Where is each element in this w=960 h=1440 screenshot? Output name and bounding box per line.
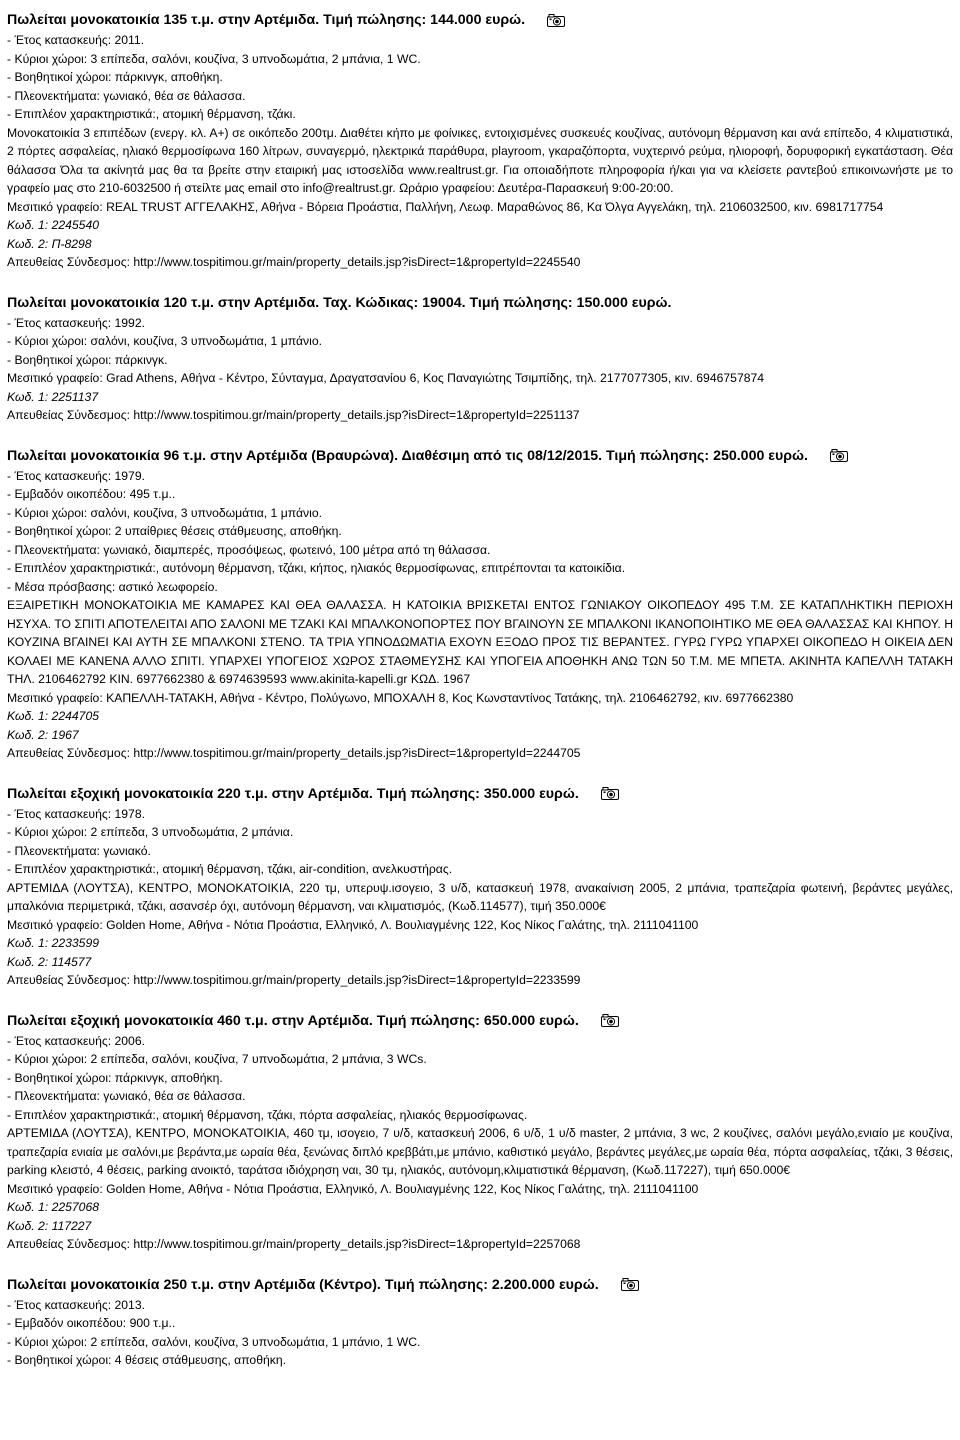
- feature-line: - Έτος κατασκευής: 2006.: [7, 1033, 145, 1048]
- camera-icon[interactable]: [547, 14, 565, 27]
- feature-line: - Επιπλέον χαρακτηριστικά:, ατομική θέρμανση, τζάκι.: [7, 107, 296, 121]
- listing-title-row: [7, 9, 953, 31]
- listing-code: Κωδ. 2: 1967: [7, 727, 79, 742]
- listing: [7, 1274, 953, 1370]
- listing-code: Κωδ. 2: Π-8298: [7, 236, 92, 251]
- feature-line: - Εμβαδόν οικοπέδου: 900 τ.μ..: [7, 1316, 176, 1330]
- feature-line: - Κύριοι χώροι: 2 επίπεδα, σαλόνι, κουζίνα, 3 υπνοδωμάτια, 1 μπάνιο, 1 WC.: [7, 1334, 421, 1349]
- listing-description: ΕΞΑΙΡΕΤΙΚΗ ΜΟΝΟΚΑΤΟΙΚΙΑ ΜΕ ΚΑΜΑΡΕΣ ΚΑΙ ΘΕΑ ΘΑΛΑΣΣΑ. Η ΚΑΤΟΙΚΙΑ ΒΡΙΣΚΕΤΑΙ ΕΝΤΟΣ ΓΩΝΙΑΚΟΥ ΟΙΚΟΠΕΔΟΥ 495 Τ.Μ. ΣΕ ΚΑΤΑΠΛΗΚΤΙΚΗ ΠΕΡΙΟΧΗ ΗΣΥΧΑ. ΤΟ ΣΠΙΤΙ ΑΠΟΤΕΛΕΙΤΑΙ ΑΠΟ ΣΑΛΟΝΙ ΜΕ ΤΖΑΚΙ ΚΑΙ ΜΠΑΛΚΟΝΟΠΟΡΤΕΣ ΠΟΥ ΒΓΑΙΝΟΥΝ ΣΕ ΜΠΑΛΚΟΝΙ ΙΚΑΝΟΠΟΙΗΤΙΚΟ ΜΕ ΘΕΑ ΘΑΛΑΣΣΑΣ ΚΑΙ ΚΗΠΟΥ. Η ΚΟΥΖΙΝΑ ΒΓΑΙΝΕΙ ΚΑΙ ΑΥΤΗ ΣΕ ΜΠΑΛΚΟΝΙ ΣΤΕΝΟ. ΤΑ ΤΡΙΑ ΥΠΝΟΔΩΜΑΤΙΑ ΕΧΟΥΝ ΕΞΟΔΟ ΠΡΟΣ ΤΙΣ ΒΕΡΑΝΤΕΣ. ΓΥΡΩ ΓΥΡΩ ΥΠΑΡΧΕΙ ΟΙΚΟΠΕΔΟ Η ΟΙΚΕΙΑ ΔΕΝ ΚΟΛΑΕΙ ΜΕ ΚΑΝΕΝΑ ΑΛΛΟ ΣΠΙΤΙ. ΥΠΑΡΧΕΙ ΥΠΟΓΕΙΟΣ ΧΩΡΟΣ ΣΤΑΘΜΕΥΣΗΣ ΚΑΙ ΥΠΟΓΕΙΑ ΑΠΟΘΗΚΗ ΑΝΩ ΤΩΝ 50 Τ.Μ. ΜΕ ΜΠΕΤΑ. ΑΚΙΝΗΤΑ ΚΑΠΕΛΛΗ ΤΑΤΑΚΗ ΤΗΛ. 2106462792 ΚΙΝ. 6977662380 & 6974639593 www.akinita-kapelli.gr ΚΩΔ. 1967: [7, 598, 953, 686]
- direct-link[interactable]: Απευθείας Σύνδεσμος: http://www.tospitimou.gr/main/property_details.jsp?isDirect=1&propertyId=2244705: [7, 746, 581, 760]
- feature-line: - Επιπλέον χαρακτηριστικά:, αυτόνομη θέρμανση, τζάκι, κήπος, ηλιακός θερμοσίφωνας, επιτρέπονται τα κατοικίδια.: [7, 561, 626, 575]
- camera-icon[interactable]: [601, 1014, 619, 1027]
- feature-line: - Επιπλέον χαρακτηριστικά:, ατομική θέρμανση, τζάκι, air-condition, ανελκυστήρας.: [7, 862, 453, 876]
- listing-description: ΑΡΤΕΜΙΔΑ (ΛΟΥΤΣΑ), ΚΕΝΤΡΟ, ΜΟΝΟΚΑΤΟΙΚΙΑ, 460 τμ, ισογειο, 7 υ/δ, κατασκευή 2006, 6 υ/δ, 1 υ/δ master, 2 μπάνια, 3 wc, 2 κουζίνες, σαλόνι μεγάλο,ενιαίο με κουζίνα, τραπεζαρία ενιαία με σαλόνι,με βεράντα,με ωραία θέα, ξενώνας διπλό κρεββάτι,με μπάνιο, καθιστικό μεγάλο, βεράντες μεγάλες,με ωραία θέα, πόρτα ασφαλείας, τζάκι, 3 θέσεις, parking κλειστό, 4 θέσεις, parking ανοικτό, ταράτσα ιδιόχρηση ναι, 30 τμ, ηλιακός, αυτόνομη,κλιματιστικά θέρμανση, (Κωδ.117227), τιμή 650.000€: [7, 1126, 953, 1177]
- listing-title-row: [7, 445, 953, 467]
- feature-line: - Κύριοι χώροι: 2 επίπεδα, 3 υπνοδωμάτια, 2 μπάνια.: [7, 825, 294, 839]
- listing-title-row: [7, 783, 953, 805]
- feature-line: - Έτος κατασκευής: 2011.: [7, 33, 145, 47]
- feature-line: - Εμβαδόν οικοπέδου: 495 τ.μ..: [7, 487, 176, 501]
- camera-icon[interactable]: [621, 1278, 639, 1291]
- feature-line: - Κύριοι χώροι: σαλόνι, κουζίνα, 3 υπνοδωμάτια, 1 μπάνιο.: [7, 334, 322, 348]
- listing-title: Πωλείται μονοκατοικία 96 τ.μ. στην Αρτέμιδα (Βραυρώνα). Διαθέσιμη από τις 08/12/2015. Τιμή πώλησης: 250.000 ευρώ.: [7, 447, 808, 464]
- feature-line: - Κύριοι χώροι: σαλόνι, κουζίνα, 3 υπνοδωμάτια, 1 μπάνιο.: [7, 505, 322, 520]
- listing: [7, 9, 953, 272]
- feature-line: - Έτος κατασκευής: 2013.: [7, 1297, 145, 1312]
- listing-title-row: [7, 1274, 953, 1296]
- feature-line: - Βοηθητικοί χώροι: πάρκινγκ, αποθήκη.: [7, 70, 223, 84]
- listing-code: Κωδ. 1: 2245540: [7, 218, 100, 232]
- agency-info: Μεσιτικό γραφείο: Golden Home, Αθήνα - Νότια Προάστια, Ελληνικό, Λ. Βουλιαγμένης 122, Κος Νίκος Γαλάτης, τηλ. 2111041100: [7, 1181, 699, 1196]
- feature-line: - Πλεονεκτήματα: γωνιακό.: [7, 843, 151, 858]
- agency-info: Μεσιτικό γραφείο: Golden Home, Αθήνα - Νότια Προάστια, Ελληνικό, Λ. Βουλιαγμένης 122, Κος Νίκος Γαλάτης, τηλ. 2111041100: [7, 917, 699, 932]
- feature-line: - Έτος κατασκευής: 1979.: [7, 468, 145, 483]
- listing-description: Μονοκατοικία 3 επιπέδων (ενεργ. κλ. Α+) σε οικόπεδο 200τμ. Διαθέτει κήπο με φοίνικες, εντοιχισμένες συσκευές κουζίνας, αυτόνομη θέρμανση και ανά επίπεδο, 4 κλιματιστικά, 2 πόρτες ασφαλείας, ηλιακό θερμοσίφωνα 160 λίτρων, συναγερμό, ηλεκτρικά παράθυρα, playroom, γκαραζόπορτα, νυχτερινό ρεύμα, ηλιοροφή, δορυφορική εγκατάσταση. Θέα θάλασσα Όλα τα ακίνητά μας θα τα βρείτε στην εταιρική μας ιστοσελίδα www.realtrust.gr. Για οποιαδήποτε πληροφορία ή/και για να κλείσετε ραντεβού επικοινωνήστε με το γραφείο μας στο 210-6032500 ή στείλτε μας email στο info@realtrust.gr. Ωράριο γραφείου: Δευτέρα-Παρασκευή 9:00-20:00.: [7, 125, 953, 195]
- listing-code: Κωδ. 1: 2251137: [7, 389, 99, 404]
- listing: [7, 783, 953, 990]
- feature-line: - Κύριοι χώροι: 2 επίπεδα, σαλόνι, κουζίνα, 7 υπνοδωμάτια, 2 μπάνια, 3 WCs.: [7, 1052, 427, 1066]
- feature-line: - Βοηθητικοί χώροι: 2 υπαίθριες θέσεις στάθμευσης, αποθήκη.: [7, 524, 342, 538]
- feature-line: - Βοηθητικοί χώροι: πάρκινγκ, αποθήκη.: [7, 1070, 223, 1085]
- listing-code: Κωδ. 1: 2257068: [7, 1200, 100, 1214]
- feature-line: - Μέσα πρόσβασης: αστικό λεωφορείο.: [7, 579, 218, 594]
- listing: [7, 1010, 953, 1254]
- feature-line: - Έτος κατασκευής: 1992.: [7, 315, 145, 330]
- listing-title: Πωλείται μονοκατοικία 135 τ.μ. στην Αρτέμιδα. Τιμή πώλησης: 144.000 ευρώ.: [7, 12, 526, 28]
- camera-icon[interactable]: [830, 449, 848, 462]
- listing-title-row: [7, 1010, 953, 1032]
- feature-line: - Βοηθητικοί χώροι: πάρκινγκ.: [7, 352, 168, 367]
- direct-link[interactable]: Απευθείας Σύνδεσμος: http://www.tospitimou.gr/main/property_details.jsp?isDirect=1&propertyId=2233599: [7, 973, 581, 987]
- feature-line: - Επιπλέον χαρακτηριστικά:, ατομική θέρμανση, τζάκι, πόρτα ασφαλείας, ηλιακός θερμοσίφωνας.: [7, 1107, 528, 1122]
- listing: [7, 292, 953, 425]
- feature-line: - Βοηθητικοί χώροι: 4 θέσεις στάθμευσης, αποθήκη.: [7, 1353, 287, 1367]
- listing-code: Κωδ. 2: 117227: [7, 1218, 92, 1233]
- listing-title: Πωλείται μονοκατοικία 250 τ.μ. στην Αρτέμιδα (Κέντρο). Τιμή πώλησης: 2.200.000 ευρώ.: [7, 1276, 599, 1293]
- agency-info: Μεσιτικό γραφείο: REAL TRUST ΑΓΓΕΛΑΚΗΣ, Αθήνα - Βόρεια Προάστια, Παλλήνη, Λεωφ. Μαραθώνος 86, Κα Όλγα Αγγελάκη, τηλ. 2106032500, κιν. 6981717754: [7, 199, 884, 214]
- listing-code: Κωδ. 1: 2244705: [7, 709, 100, 723]
- listing-title-row: [7, 292, 953, 314]
- listing-code: Κωδ. 2: 114577: [7, 954, 92, 969]
- camera-icon[interactable]: [601, 787, 619, 800]
- direct-link[interactable]: Απευθείας Σύνδεσμος: http://www.tospitimou.gr/main/property_details.jsp?isDirect=1&propertyId=2257068: [7, 1237, 581, 1251]
- listing-title: Πωλείται μονοκατοικία 120 τ.μ. στην Αρτέμιδα. Ταχ. Κώδικας: 19004. Τιμή πώλησης: 150.000 ευρώ.: [7, 294, 672, 311]
- direct-link[interactable]: Απευθείας Σύνδεσμος: http://www.tospitimou.gr/main/property_details.jsp?isDirect=1&propertyId=2251137: [7, 408, 580, 422]
- agency-info: Μεσιτικό γραφείο: Grad Athens, Αθήνα - Κέντρο, Σύνταγμα, Δραγατσανίου 6, Κος Παναγιώτης Τσιμπίδης, τηλ. 2177077305, κιν. 6946757874: [7, 371, 765, 385]
- listing-title: Πωλείται εξοχική μονοκατοικία 460 τ.μ. στην Αρτέμιδα. Τιμή πώλησης: 650.000 ευρώ.: [7, 1012, 579, 1029]
- feature-line: - Πλεονεκτήματα: γωνιακό, διαμπερές, προσόψεως, φωτεινό, 100 μέτρα από τη θάλασσα.: [7, 542, 491, 557]
- agency-info: Μεσιτικό γραφείο: ΚΑΠΕΛΛΗ-ΤΑΤΑΚΗ, Αθήνα - Κέντρο, Πολύγωνο, ΜΠΟΧΑΛΗ 8, Κος Κωνσταντίνος Τατάκης, τηλ. 2106462792, κιν. 6977662380: [7, 690, 794, 705]
- feature-line: - Πλεονεκτήματα: γωνιακό, θέα σε θάλασσα.: [7, 1089, 246, 1103]
- feature-line: - Πλεονεκτήματα: γωνιακό, θέα σε θάλασσα.: [7, 88, 246, 103]
- listing-description: ΑΡΤΕΜΙΔΑ (ΛΟΥΤΣΑ), ΚΕΝΤΡΟ, ΜΟΝΟΚΑΤΟΙΚΙΑ, 220 τμ, υπερυψ.ισογειο, 3 υ/δ, κατασκευή 1978, ανακαίνιση 2005, 2 μπάνια, τραπεζαρία φωτεινή, βεράντες μεγάλες, μπαλκόνια περιμετρικά, τζάκι, ασανσέρ όχι, αυτόνομη θέρμανση, ναι κλιματισμός, (Κωδ.114577), τιμή 350.000€: [7, 880, 953, 913]
- direct-link[interactable]: Απευθείας Σύνδεσμος: http://www.tospitimou.gr/main/property_details.jsp?isDirect=1&propertyId=2245540: [7, 255, 581, 269]
- listing-title: Πωλείται εξοχική μονοκατοικία 220 τ.μ. στην Αρτέμιδα. Τιμή πώλησης: 350.000 ευρώ.: [7, 785, 579, 802]
- listing: [7, 445, 953, 763]
- feature-line: - Έτος κατασκευής: 1978.: [7, 806, 145, 821]
- listing-code: Κωδ. 1: 2233599: [7, 936, 100, 950]
- feature-line: - Κύριοι χώροι: 3 επίπεδα, σαλόνι, κουζίνα, 3 υπνοδωμάτια, 2 μπάνια, 1 WC.: [7, 51, 421, 66]
